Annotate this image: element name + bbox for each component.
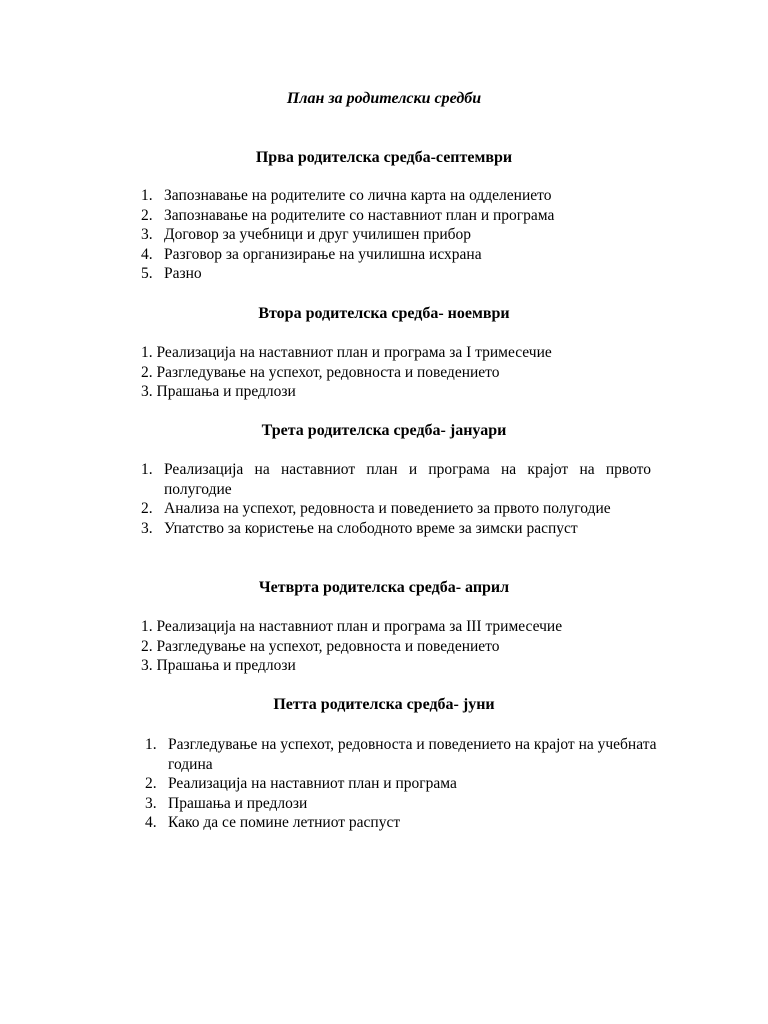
list-item-text: Како да се помине летниот распуст (168, 814, 401, 831)
section-list-1 (141, 186, 641, 284)
list-item-number: 2. (141, 206, 153, 224)
list-item: 2. Разгледување на успехот, редовноста и поведението (141, 637, 500, 655)
list-item-number: 4. (141, 245, 153, 263)
list-item-text: Разгледување на успехот, редовноста и поведението на крајот на учебната година (168, 736, 657, 773)
list-item-number: 5. (141, 265, 153, 282)
list-item (141, 245, 641, 265)
list-item (145, 813, 657, 833)
list-item-number: 3. (141, 226, 153, 243)
list-item: 1. Реализација на наставниот план и програма за I тримесечие (141, 344, 552, 361)
list-item (141, 186, 641, 206)
list-item-number: 4. (145, 814, 157, 831)
section-list-5 (145, 735, 657, 833)
list-item-text: Разно (164, 265, 202, 282)
list-item (145, 735, 657, 774)
list-item (141, 264, 641, 284)
section-heading-2: Втора родителска средба- ноември (258, 305, 510, 322)
list-item-number: 3. (145, 794, 157, 812)
list-item-number: 2. (145, 775, 157, 792)
list-item: 2. Разгледување на успехот, редовноста и поведението (141, 363, 500, 381)
list-item (141, 499, 651, 519)
list-item-number: 2. (141, 500, 153, 517)
list-item: 1. Реализација на наставниот план и програма за III тримесечие (141, 618, 563, 635)
list-item-text: Упатство за користење на слободното време за зимски распуст (164, 519, 578, 537)
list-item-number: 1. (141, 461, 153, 478)
section-list-4 (141, 617, 661, 676)
list-item (141, 519, 651, 539)
list-item-text: Анализа на успехот, редовноста и поведението за првото полугодие (164, 500, 611, 517)
section-heading-5: Петта родителска средба- јуни (273, 696, 495, 713)
list-item (145, 774, 657, 794)
list-item-text: Реализација на наставниот план и програма на крајот на првото полугодие (164, 461, 651, 498)
section-heading-1: Прва родителска средба-септември (255, 149, 513, 166)
list-item-text: Запознавање на родителите со лична карта на одделението (164, 187, 552, 204)
section-heading-4: Четврта родителска средба- април (258, 579, 510, 596)
document-title: План за родителски средби (286, 90, 482, 107)
list-item: 3. Прашања и предлози (141, 657, 296, 674)
list-item (145, 794, 657, 814)
list-item-text: Договор за учебници и друг училишен прибор (164, 226, 472, 243)
list-item-text: Прашања и предлози (168, 794, 308, 812)
section-list-3 (141, 460, 651, 538)
list-item: 3. Прашања и предлози (141, 383, 296, 400)
list-item-number: 3. (141, 519, 153, 537)
list-item (141, 460, 651, 499)
list-item-number: 1. (145, 736, 157, 753)
list-item (141, 225, 641, 245)
list-item-text: Реализација на наставниот план и програма (168, 775, 457, 792)
list-item-text: Запознавање на родителите со наставниот план и програма (164, 206, 555, 224)
section-heading-3: Трета родителска средба- јануари (261, 422, 507, 439)
list-item (141, 206, 641, 226)
section-list-2 (141, 343, 661, 402)
list-item-number: 1. (141, 187, 153, 204)
list-item-text: Разговор за организирање на училишна исхрана (164, 245, 482, 263)
